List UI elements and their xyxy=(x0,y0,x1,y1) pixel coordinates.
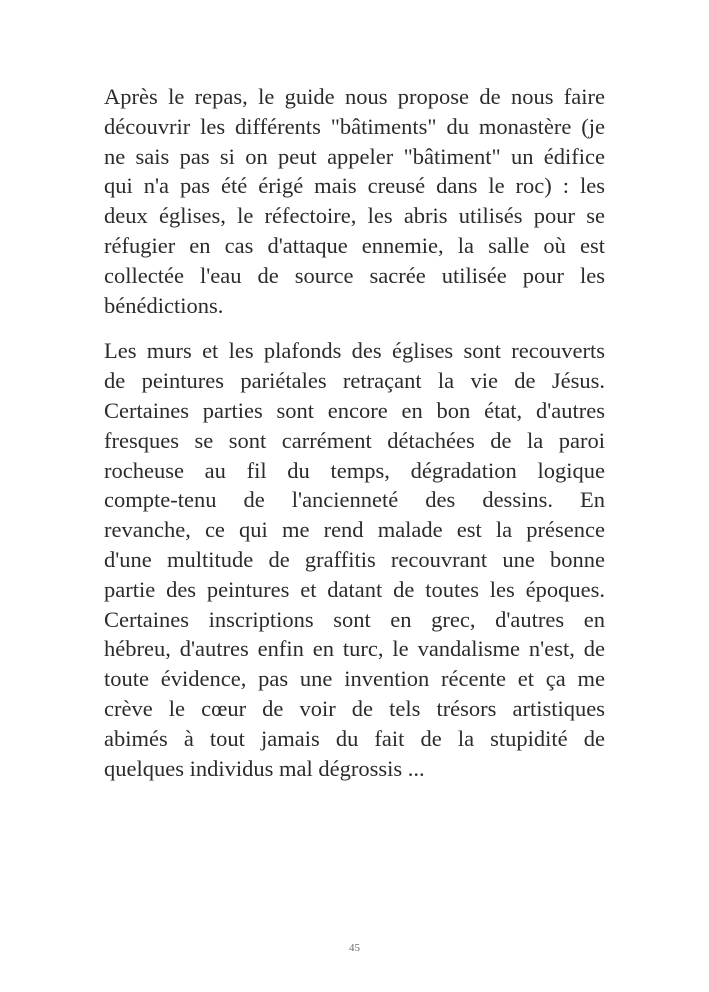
text-line: fresques se sont carrément détachées de la paroi xyxy=(104,427,605,453)
text-line: deux églises, le réfectoire, les abris utilisés pour se xyxy=(104,203,605,229)
text-line: Certaines parties sont encore en bon état, d'autres xyxy=(104,397,605,423)
paragraph-2 xyxy=(104,336,605,783)
text-line: Après le repas, le guide nous propose de nous faire xyxy=(104,84,605,109)
text-line: partie des peintures et datant de toutes les époques. xyxy=(104,576,605,602)
text-line: collectée l'eau de source sacrée utilisée pour les xyxy=(104,262,605,288)
text-line: d'une multitude de graffitis recouvrant une bonne xyxy=(104,546,605,572)
text-line: toute évidence, pas une invention récente et ça me xyxy=(104,666,605,692)
text-line: découvrir les différents "bâtiments" du monastère (je xyxy=(104,113,605,139)
text-line: hébreu, d'autres enfin en turc, le vandalisme n'est, de xyxy=(104,636,605,662)
text-line: réfugier en cas d'attaque ennemie, la salle où est xyxy=(104,232,605,258)
text-line: Les murs et les plafonds des églises sont recouverts xyxy=(104,338,605,364)
text-line: rocheuse au fil du temps, dégradation logique xyxy=(104,457,605,483)
text-line: qui n'a pas été érigé mais creusé dans le roc) : les xyxy=(104,173,605,199)
paragraph-1 xyxy=(104,82,605,320)
text-line: crève le cœur de voir de tels trésors artistiques xyxy=(104,695,605,721)
text-line: revanche, ce qui me rend malade est la présence xyxy=(104,517,605,543)
text-line: ne sais pas si on peut appeler "bâtiment" un édifice xyxy=(104,143,605,169)
text-line: Certaines inscriptions sont en grec, d'autres en xyxy=(104,606,605,632)
text-line: bénédictions. xyxy=(104,292,224,318)
text-line: compte-tenu de l'ancienneté des dessins. En xyxy=(104,487,605,513)
page-number: 45 xyxy=(349,942,360,954)
text-line: quelques individus mal dégrossis ... xyxy=(104,755,425,781)
text-line: abimés à tout jamais du fait de la stupidité de xyxy=(104,725,605,751)
text-line: de peintures pariétales retraçant la vie de Jésus. xyxy=(104,368,605,394)
body-text xyxy=(104,82,605,783)
